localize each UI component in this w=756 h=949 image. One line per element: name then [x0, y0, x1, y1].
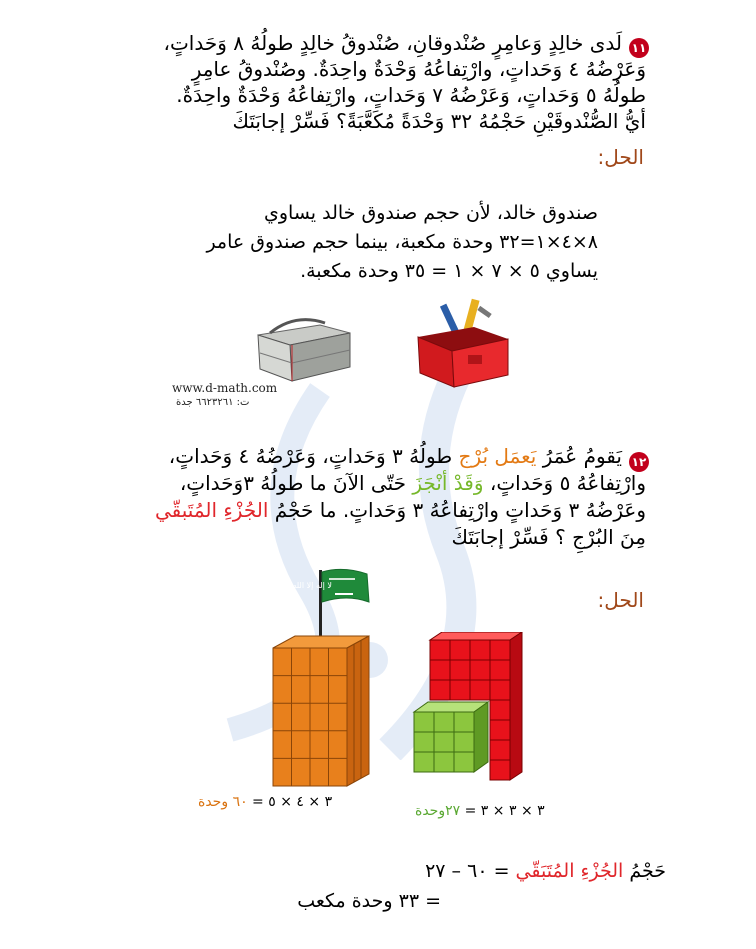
metal-toolbox-image: [250, 305, 355, 385]
q12-line-2: وارْتِفاعُهُ ٥ وَحَداتٍ، وَقَدْ أنْجَزَ حَتّى الآنَ ما طولُهُ ٣وَحَداتٍ،: [179, 471, 646, 495]
orange-tower-image: [265, 568, 377, 790]
question-number-12: ١٢: [629, 452, 649, 472]
q11-line-2: وَعَرْضُهُ ٤ وَحَداتٍ، وارْتِفاعُهُ وَحْدَةٌ واحِدَةٌ. وصُنْدوقُ عامِرٍ: [191, 57, 646, 81]
q11-solution-label: الحل:: [597, 145, 644, 169]
q12-line-4: مِنَ البُرْجِ ؟ فَسِّرْ إجابَتَكَ: [451, 525, 646, 549]
question-number-11: ١١: [629, 38, 649, 58]
q11-line-1: لَدى خالِدٍ وَعامِرٍ صُنْدوقانِ، صُنْدوقُ خالِدٍ طولُهُ ٨ وَحَداتٍ،: [163, 31, 622, 55]
q11-answer-line-2: ٨×٤×١=٣٢ وحدة مكعبة، بينما حجم صندوق عامر: [206, 231, 598, 253]
red-green-blocks-image: [410, 632, 528, 792]
red-toolbox-image: [412, 295, 512, 390]
website-url: www.d-math.com: [172, 381, 278, 395]
q11-answer-line-3: يساوي ٥ × ٧ × ١ = ٣٥ وحدة مكعبة.: [300, 260, 598, 282]
q11-line-3: طولُهُ ٥ وَحَداتٍ، وَعَرْضُهُ ٧ وَحَداتٍ، وارْتِفاعُهُ وَحْدَةٌ واحِدَةٌ.: [176, 83, 646, 107]
green-volume-caption: ٣ × ٣ × ٣ = ٢٧وحدة: [415, 803, 545, 819]
orange-volume-caption: ٣ × ٤ × ٥ = ٦٠ وحدة: [198, 794, 333, 810]
highlight-build-tower: يَعمَل بُرْج: [458, 444, 537, 468]
final-line-1: حَجْمُ الجُزْءِ المُتَبَقّي = ٦٠ – ٢٧: [425, 860, 666, 882]
q12-line-1: يَقومُ عُمَرُ يَعمَل بُرْج طولُهُ ٣ وَحَداتٍ، وَعَرْضُهُ ٤ وَحَداتٍ،: [168, 444, 622, 468]
flag-inscription: لا إله إلا الله: [292, 581, 332, 590]
highlight-remaining-part: الجُزْءِ المُتَبقّي: [154, 498, 269, 522]
phone-note: ت: ٦٦٢٣٢٦١ جدة: [176, 397, 250, 408]
q12-solution-label: الحل:: [597, 588, 644, 612]
final-line-2: = ٣٣ وحدة مكعب: [297, 890, 441, 912]
highlight-completed: وَقَدْ أنْجَزَ: [412, 471, 484, 495]
q12-line-3: وعَرْضُهُ ٣ وَحَداتٍ وارْتِفاعُهُ ٣ وَحَداتٍ. ما حَجْمُ الجُزْءِ المُتَبقّي: [154, 498, 646, 522]
q11-line-4: أيُّ الصُّنْدوقَيْنِ حَجْمُهُ ٣٢ وَحْدَةً مُكَعَّبَةً؟ فَسِّرْ إجابَتَكَ: [232, 109, 646, 133]
q11-answer-line-1: صندوق خالد، لأن حجم صندوق خالد يساوي: [264, 202, 598, 224]
